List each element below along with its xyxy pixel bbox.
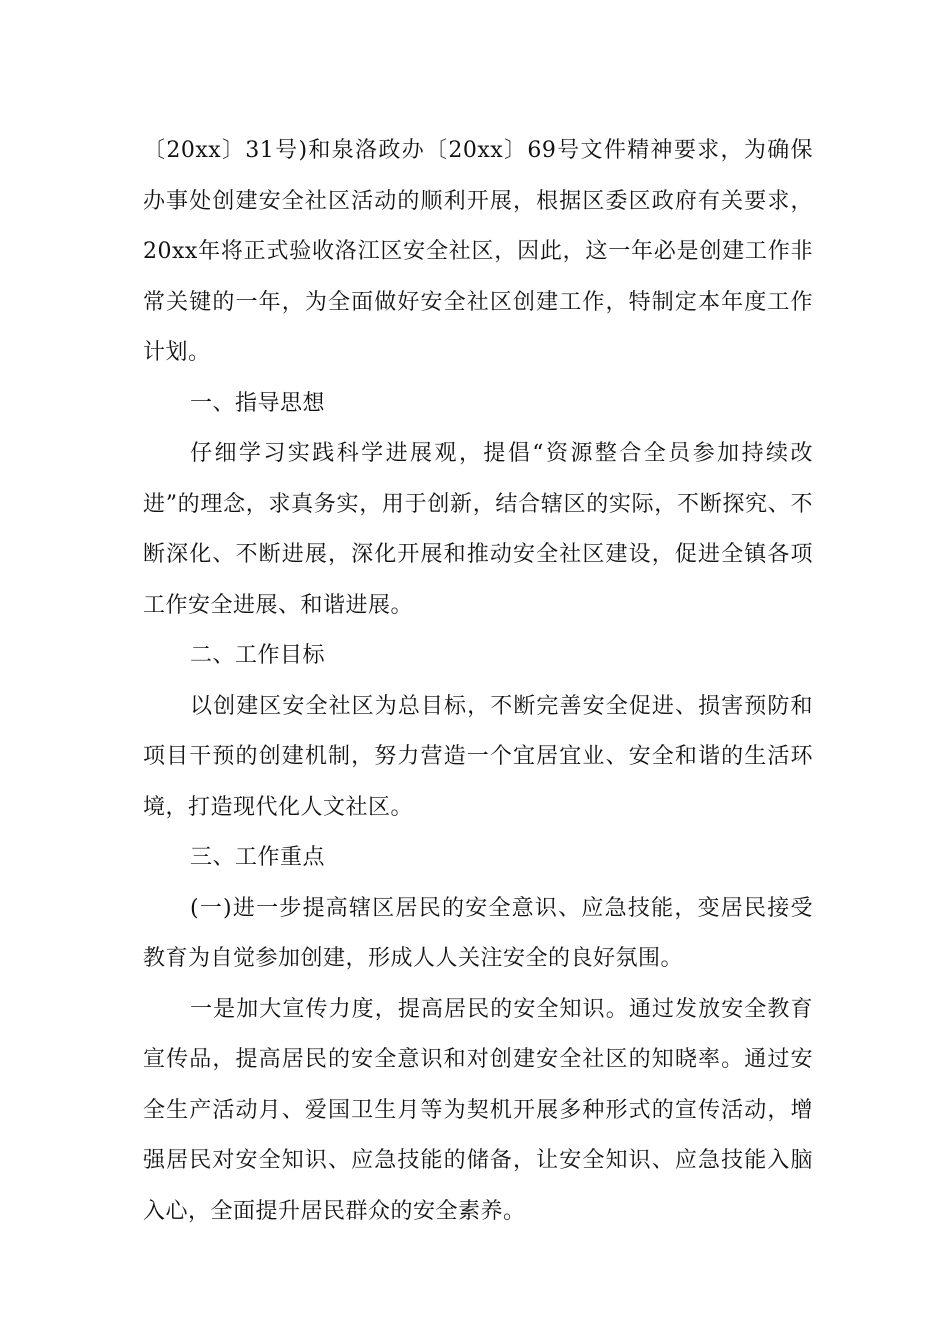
paragraph-guiding-ideology: 仔细学习实践科学进展观，提倡“资源整合全员参加持续改进”的理念，求真务实，用于创新，结合辖区的实际，不断探究、不断深化、不断进展，深化开展和推动安全社区建设，促进全镇各项工作安全进展、和谐进展。 — [143, 441, 813, 618]
document-body — [143, 126, 813, 1237]
heading-guiding-ideology: 一、指导思想 — [190, 390, 326, 416]
paragraph-work-goals: 以创建区安全社区为总目标，不断完善安全促进、损害预防和项目干预的创建机制，努力营造一个宜居宜业、安全和谐的生活环境，打造现代化人文社区。 — [143, 693, 813, 820]
paragraph-publicity: 一是加大宣传力度，提高居民的安全知识。通过发放安全教育宣传品，提高居民的安全意识和对创建安全社区的知晓率。通过安全生产活动月、爱国卫生月等为契机开展多种形式的宣传活动，增强居民对安全知识、应急技能的储备，让安全知识、应急技能入脑入心，全面提升居民群众的安全素养。 — [143, 996, 813, 1224]
heading-work-goals: 二、工作目标 — [190, 643, 326, 668]
paragraph-focus-item-1: (一)进一步提高辖区居民的安全意识、应急技能，变居民接受教育为自觉参加创建，形成人人关注安全的良好氛围。 — [143, 895, 813, 971]
paragraph-intro: 〔20xx〕31号)和泉洛政办〔20xx〕69号文件精神要求，为确保办事处创建安全社区活动的顺利开展，根据区委区政府有关要求，20xx年将正式验收洛江区安全社区，因此，这一年必是创建工作非常关键的一年，为全面做好安全社区创建工作，特制定本年度工作计划。 — [143, 138, 813, 365]
heading-work-focus: 三、工作重点 — [190, 845, 326, 870]
